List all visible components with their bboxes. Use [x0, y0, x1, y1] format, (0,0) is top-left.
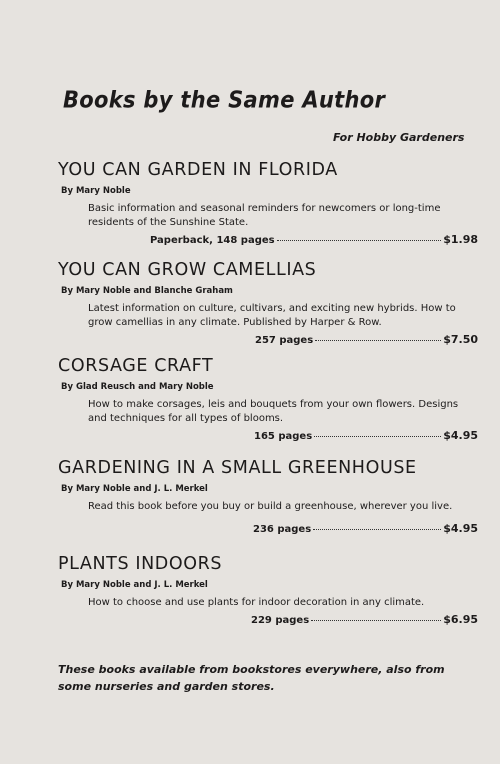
book-entry: [58, 356, 478, 443]
price-line: [58, 233, 478, 247]
dot-leader: [277, 240, 442, 241]
book-byline: By Mary Noble and J. L. Merkel: [61, 580, 208, 590]
price-line: [58, 522, 478, 536]
book-description: How to make corsages, leis and bouquets from your own flowers. Designs and techniques for all types of blooms.: [88, 399, 459, 424]
book-title: PLANTS INDOORS: [58, 554, 223, 574]
book-pages: 257 pages: [255, 335, 314, 346]
book-price: $4.95: [443, 429, 478, 442]
book-price: $4.95: [443, 522, 478, 535]
price-line: [58, 613, 478, 627]
page-subheading: For Hobby Gardeners: [333, 131, 465, 144]
book-byline: By Mary Noble: [61, 186, 131, 196]
page-heading: Books by the Same Author: [63, 86, 386, 113]
book-price: $1.98: [443, 233, 478, 246]
book-description: Read this book before you buy or build a greenhouse, wherever you live.: [88, 501, 453, 512]
dot-leader: [313, 529, 441, 530]
price-line: [58, 429, 478, 443]
book-description: Basic information and seasonal reminders for newcomers or long-time residents of the Sunshine State.: [88, 203, 441, 228]
book-title: CORSAGE CRAFT: [58, 356, 214, 376]
book-price: $6.95: [443, 613, 478, 626]
book-pages: Paperback, 148 pages: [150, 235, 275, 246]
book-entry: [58, 554, 478, 627]
book-byline: By Mary Noble and J. L. Merkel: [61, 484, 208, 494]
book-description: Latest information on culture, cultivars, and exciting new hybrids. How to grow camellias in any climate. Published by Harper & Row.: [88, 303, 456, 328]
book-description: How to choose and use plants for indoor decoration in any climate.: [88, 597, 425, 608]
book-title: GARDENING IN A SMALL GREENHOUSE: [58, 458, 417, 478]
book-pages: 165 pages: [254, 431, 313, 442]
dot-leader: [314, 436, 441, 437]
book-pages: 229 pages: [251, 615, 310, 626]
book-entry: [58, 458, 478, 536]
price-line: [58, 333, 478, 347]
book-byline: By Glad Reusch and Mary Noble: [61, 382, 214, 392]
book-title: YOU CAN GARDEN IN FLORIDA: [58, 160, 338, 180]
book-pages: 236 pages: [253, 524, 312, 535]
book-entry: [58, 260, 478, 347]
dot-leader: [315, 340, 441, 341]
book-entry: [58, 160, 478, 247]
dot-leader: [311, 620, 441, 621]
availability-note: These books available from bookstores everywhere, also from some nurseries and garden stores.: [58, 663, 445, 693]
book-price: $7.50: [443, 333, 478, 346]
book-byline: By Mary Noble and Blanche Graham: [61, 286, 233, 296]
book-title: YOU CAN GROW CAMELLIAS: [58, 260, 317, 280]
